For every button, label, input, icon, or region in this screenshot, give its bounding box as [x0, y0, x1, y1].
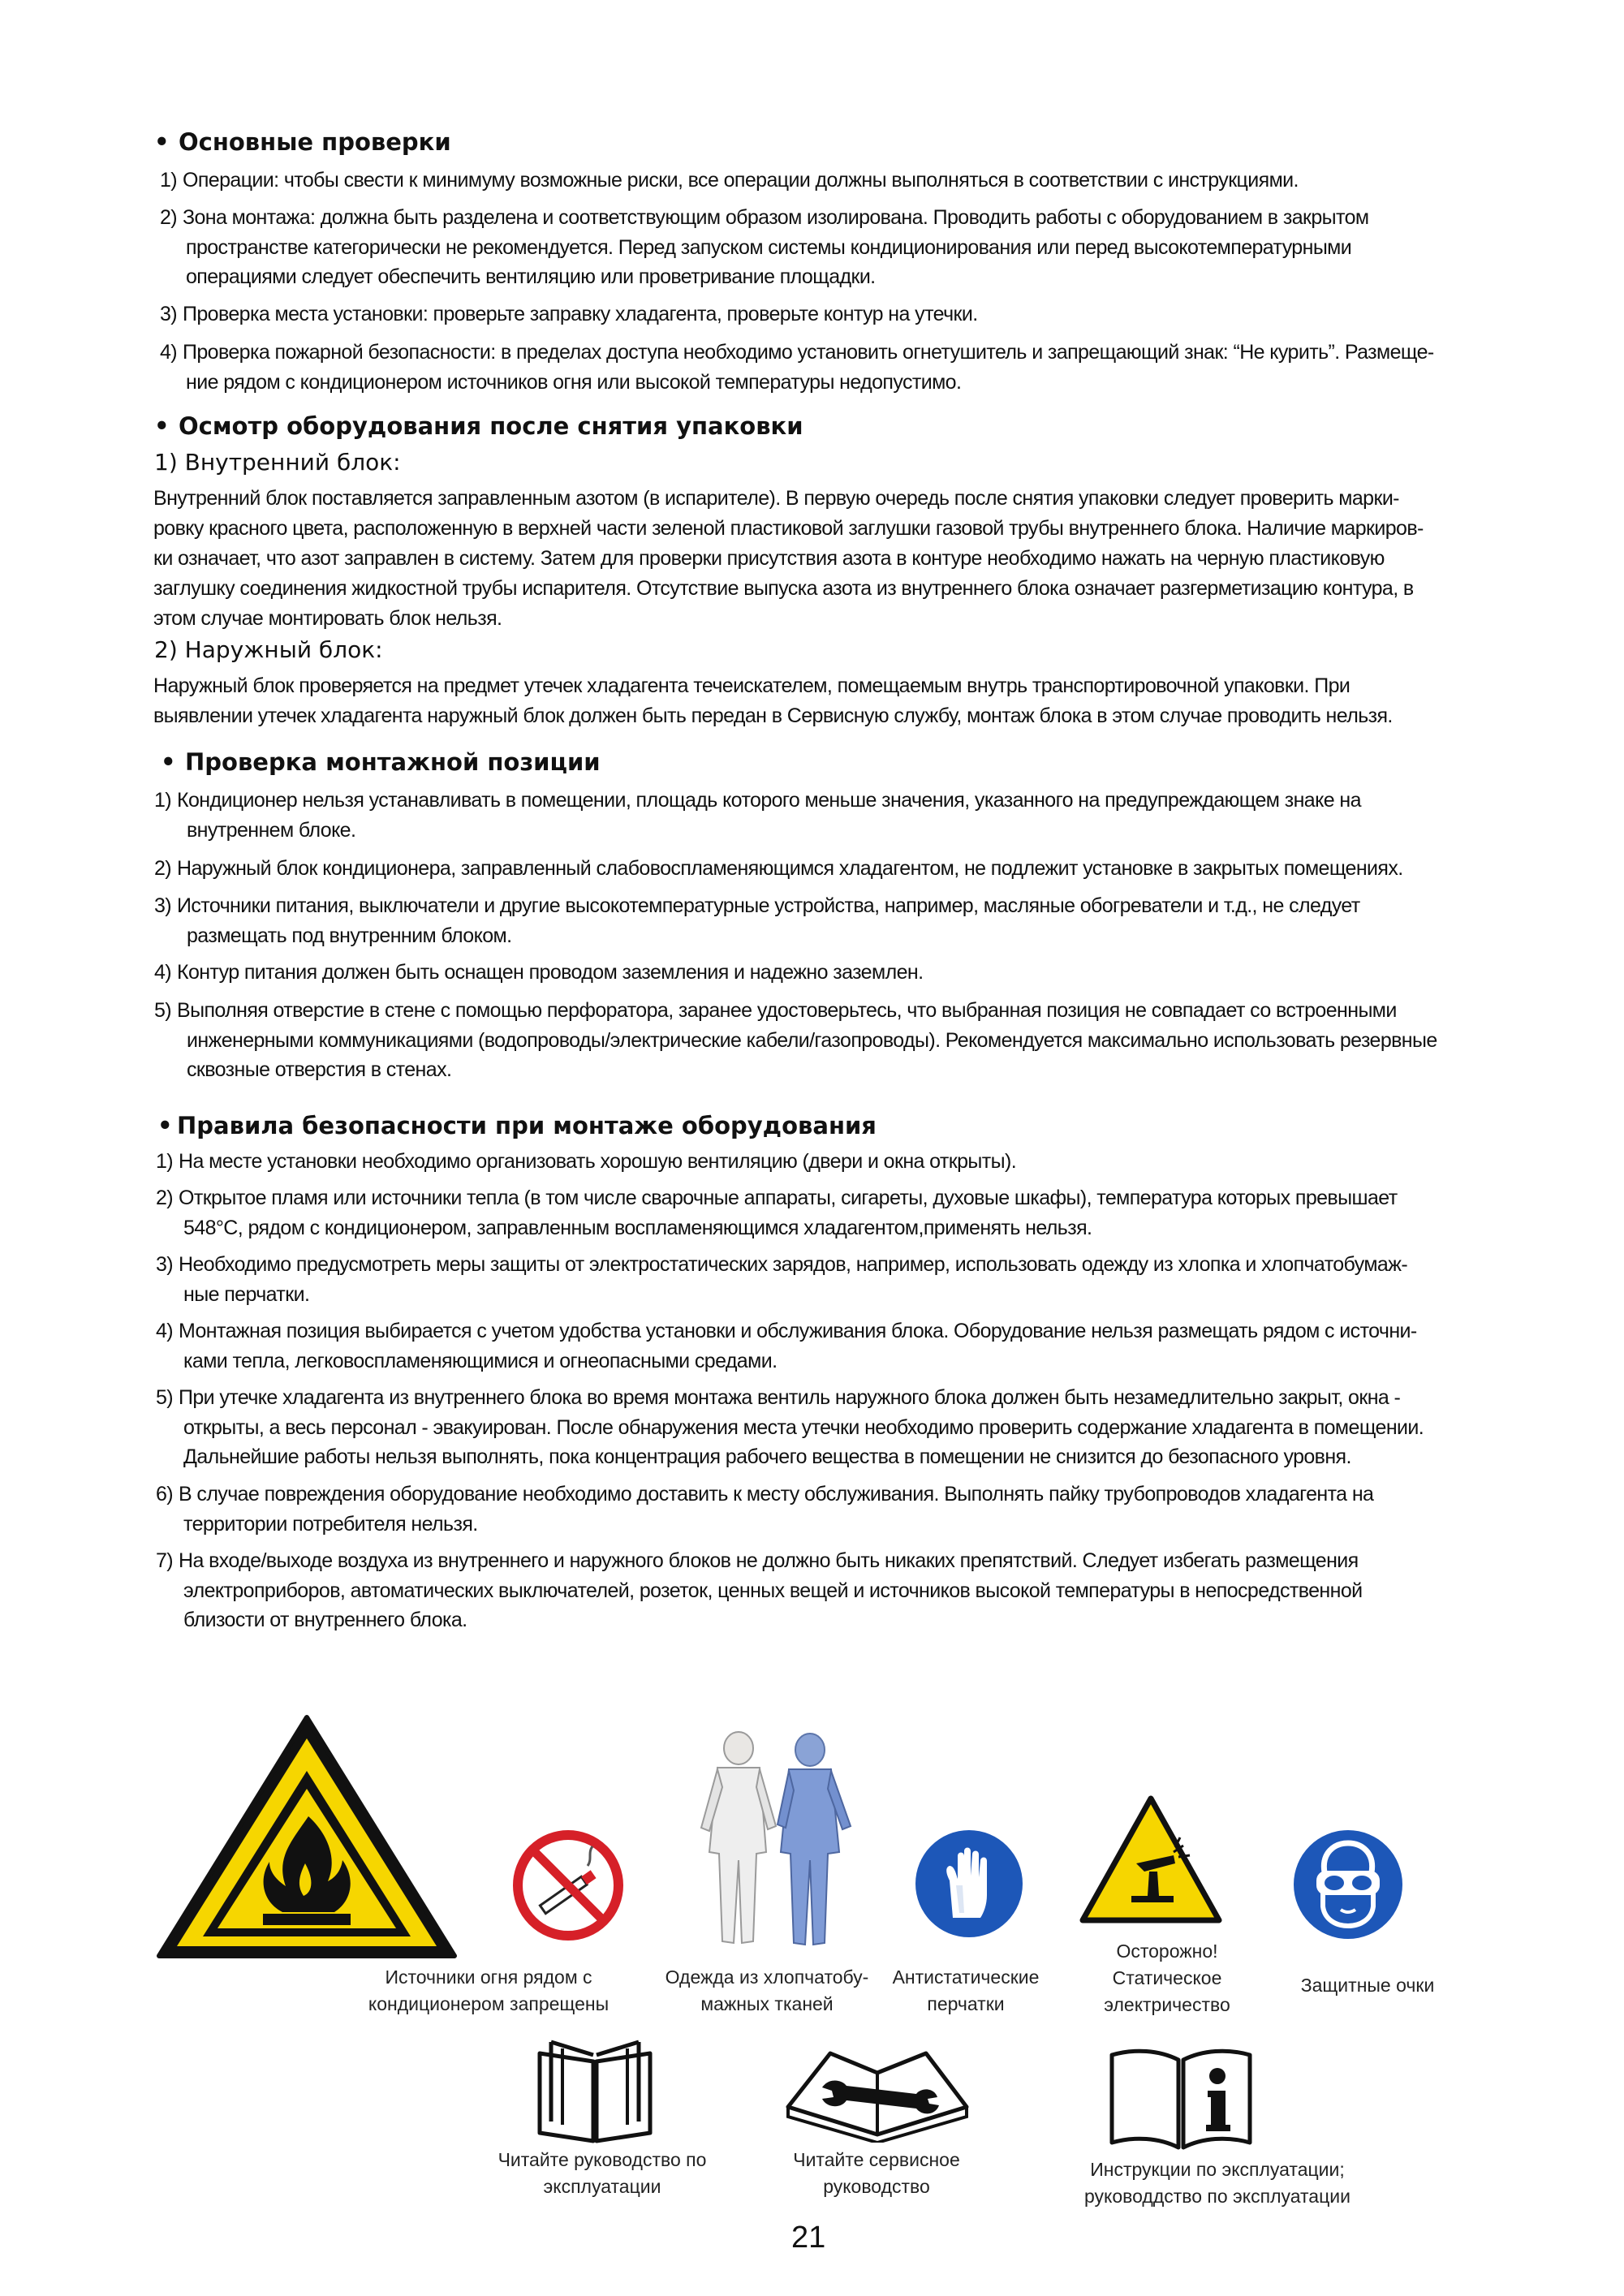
- list-item: 1) Операции: чтобы свести к минимуму возможные риски, все операции должны выполняться в соответствии с инструкциями.: [160, 169, 1299, 192]
- outdoor-unit-subheading: 2) Наружный блок:: [154, 636, 383, 663]
- safety-goggles-icon: [1292, 1829, 1404, 1941]
- list-item: 3) Источники питания, выключатели и другие высокотемпературные устройства, например, масляные обогреватели и т.д., не следует размещать под внутренним блоком.: [154, 894, 1360, 947]
- section-heading-basic-checks: • Основные проверки: [154, 128, 451, 156]
- cotton-clothes-icon: [688, 1730, 864, 1954]
- antistatic-gloves-icon: [914, 1829, 1024, 1939]
- list-item: 7) На входе/выходе воздуха из внутреннего и наружного блоков не должно быть никаких препятствий. Следует избегать размещения электроприборов, автоматических выключателей, розеток, ценных вещей и источников высокой температуры в непосредственной близости от внутреннего блока.: [156, 1549, 1363, 1631]
- list-item: 1) Кондиционер нельзя устанавливать в помещении, площадь которого меньше значения, указанного на предупреждающем знаке на внутреннем блоке.: [154, 789, 1361, 842]
- static-electricity-caption: Осторожно! Статическое электричество: [1104, 1941, 1230, 2015]
- cotton-clothes-caption: Одежда из хлопчатобу- мажных тканей: [665, 1966, 869, 2014]
- instructions-caption: Инструкции по эксплуатации; руководдство по эксплуатации: [1084, 2159, 1350, 2207]
- goggles-caption: Защитные очки: [1300, 1975, 1435, 1996]
- list-item: 3) Необходимо предусмотреть меры защиты от электростатических зарядов, например, использовать одежду из хлопка и хлопчатобумаж- ные перчатки.: [156, 1253, 1408, 1306]
- list-item: 4) Контур питания должен быть оснащен проводом заземления и надежно заземлен.: [154, 961, 924, 984]
- antistatic-gloves-caption: Антистатические перчатки: [892, 1966, 1040, 2014]
- indoor-unit-paragraph: Внутренний блок поставляется заправленным азотом (в испарителе). В первую очередь после снятия упаковки следует проверить марки- ровку красного цвета, расположенную в верхней части зеленой пластиковой заглушки газовой трубы внутреннего блока. Наличие маркиров- ки означает, что азот заправлен в систему. Затем для проверки присутствия азота в контуре необходимо нажать на черную пластиковую заглушку соединения жидкостной трубы испарителя. Отсутствие выпуска азота из внутреннего блока означает разгерметизацию контура, в этом случае монтировать блок нельзя.: [153, 487, 1424, 630]
- outdoor-unit-paragraph: Наружный блок проверяется на предмет утечек хладагента течеискателем, помещаемым внутрь транспортировочной упаковки. При выявлении утечек хладагента наружный блок должен быть передан в Сервисную службу, монтаж блока в этом случае проводить нельзя.: [153, 674, 1393, 727]
- read-service-manual-icon: [783, 2045, 971, 2143]
- list-item: 2) Зона монтажа: должна быть разделена и соответствующим образом изолирована. Проводить работы с оборудованием в закрытом пространстве категорически не рекомендуется. Перед запуском системы кондиционирования или перед высокотемпературными операциями следует обеспечить вентиляцию или проветривание площадки.: [160, 206, 1369, 288]
- section-heading-mounting-position: • Проверка монтажной позиции: [161, 748, 601, 776]
- no-smoking-icon: [513, 1830, 623, 1941]
- list-item: 2) Открытое пламя или источники тепла (в том числе сварочные аппараты, сигареты, духовые шкафы), температура которых превышает 548°C, рядом с кондиционером, заправленным воспламеняющимся хладагентом,применять нельзя.: [156, 1187, 1398, 1239]
- indoor-unit-subheading: 1) Внутренний блок:: [154, 449, 401, 476]
- read-service-caption: Читайте сервисное руководство: [793, 2149, 960, 2197]
- list-item: 4) Проверка пожарной безопасности: в пределах доступа необходимо установить огнетушитель и запрещающий знак: “Не курить”. Размеще- ние рядом с кондиционером источников огня или высокой температуры недопустимо.: [160, 341, 1434, 394]
- list-item: 5) Выполняя отверстие в стене с помощью перфоратора, заранее удостоверьтесь, что выбранная позиция не совпадает со встроенными инженерными коммуникациями (водопроводы/электрические кабели/газопроводы). Рекомендуется максимально использовать резервные сквозные отверстия в стенах.: [154, 999, 1437, 1081]
- page-number: 21: [791, 2221, 826, 2255]
- flammable-warning-icon: [154, 1712, 459, 1962]
- list-item: 4) Монтажная позиция выбирается с учетом удобства установки и обслуживания блока. Оборудование нельзя размещать рядом с источни- ками тепла, легковоспламеняющимися и огнеопасными средами.: [156, 1320, 1417, 1372]
- section-heading-unpacking: • Осмотр оборудования после снятия упаковки: [154, 412, 803, 440]
- static-electricity-warning-icon: [1078, 1794, 1224, 1928]
- no-fire-caption: Источники огня рядом с кондиционером запрещены: [368, 1966, 610, 2014]
- read-manual-caption: Читайте руководство по эксплуатации: [498, 2149, 707, 2197]
- instructions-info-icon: [1105, 2044, 1256, 2152]
- list-item: 1) На месте установки необходимо организовать хорошую вентиляцию (двери и окна открыты).: [156, 1150, 1017, 1173]
- list-item: 5) При утечке хладагента из внутреннего блока во время монтажа вентиль наружного блока должен быть незамедлительно закрыт, окна - открыты, а весь персонал - эвакуирован. После обнаружения места утечки необходимо проверить содержание хладагента в помещении. Дальнейшие работы нельзя выполнять, пока концентрация рабочего вещества в помещении не снизится до безопасного уровня.: [156, 1386, 1424, 1468]
- read-manual-icon: [532, 2037, 658, 2146]
- list-item: 6) В случае повреждения оборудование необходимо доставить к месту обслуживания. Выполнять пайку трубопроводов хладагента на территории потребителя нельзя.: [156, 1483, 1374, 1536]
- list-item: 3) Проверка места установки: проверьте заправку хладагента, проверьте контур на утечки.: [160, 303, 978, 325]
- list-item: 2) Наружный блок кондиционера, заправленный слабовоспламеняющимся хладагентом, не подлежит установке в закрытых помещениях.: [154, 857, 1403, 880]
- section-heading-safety-rules: • Правила безопасности при монтаже оборудования: [157, 1112, 877, 1139]
